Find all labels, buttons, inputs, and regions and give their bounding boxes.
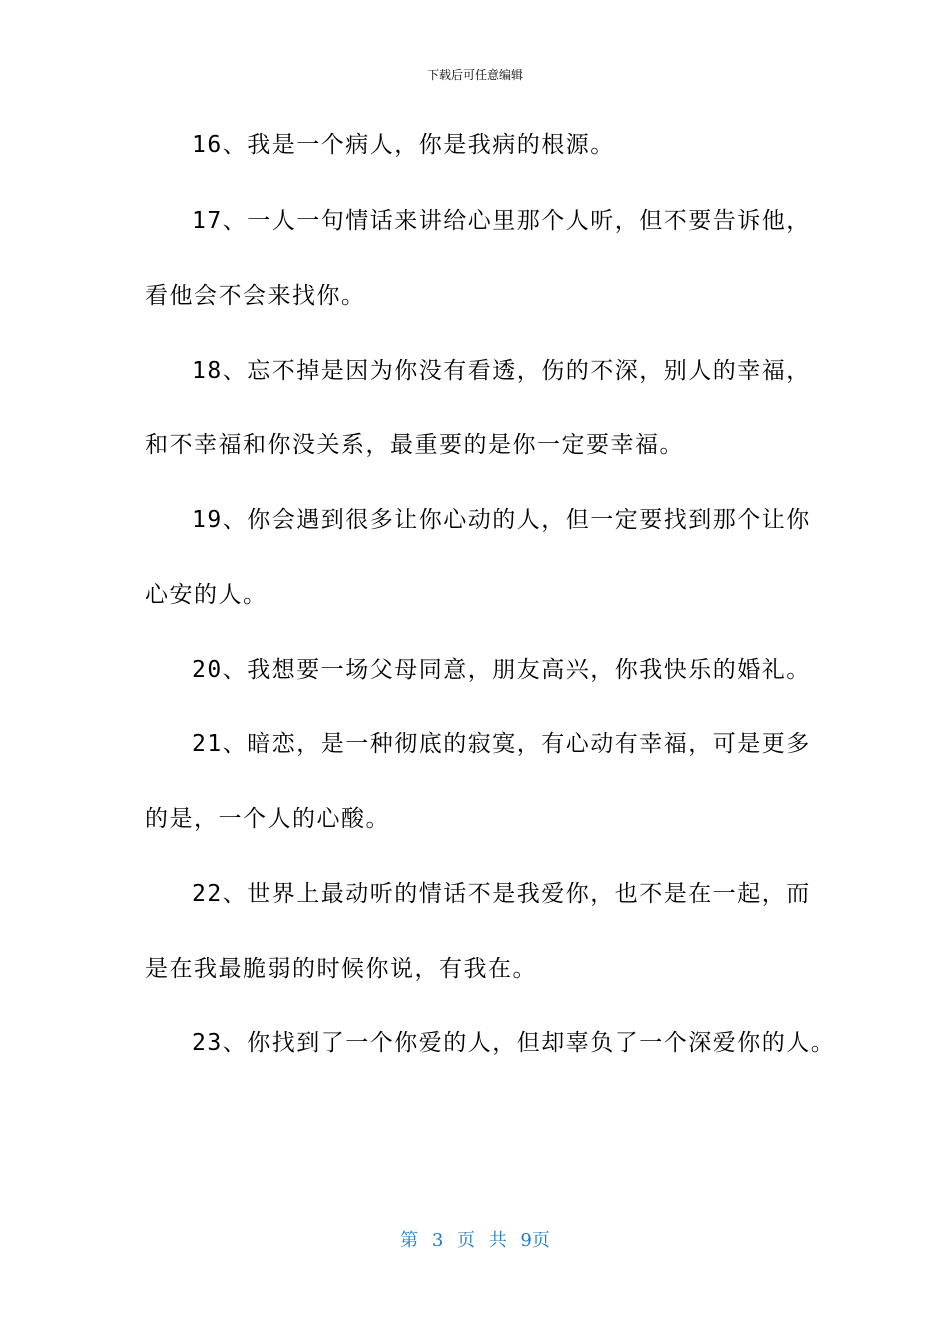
paragraph-20: 20、我想要一场父母同意，朋友高兴，你我快乐的婚礼。 xyxy=(192,657,811,683)
paragraph-18-line-1: 18、忘不掉是因为你没有看透，伤的不深，别人的幸福， xyxy=(192,358,811,384)
paragraph-17-line-1: 17、一人一句情话来讲给心里那个人听，但不要告诉他， xyxy=(192,208,811,234)
paragraph-22-line-1: 22、世界上最动听的情话不是我爱你，也不是在一起，而 xyxy=(192,881,811,907)
paragraph-18-line-2: 和不幸福和你没关系，最重要的是你一定要幸福。 xyxy=(145,432,684,458)
paragraph-21-line-2: 的是，一个人的心酸。 xyxy=(145,806,390,832)
paragraph-19-line-1: 19、你会遇到很多让你心动的人，但一定要找到那个让你 xyxy=(192,507,811,533)
paragraph-23: 23、你找到了一个你爱的人，但却辜负了一个深爱你的人。 xyxy=(192,1030,836,1056)
paragraph-16: 16、我是一个病人，你是我病的根源。 xyxy=(192,132,615,158)
page-header: 下载后可任意编辑 xyxy=(426,68,523,82)
paragraph-21-line-1: 21、暗恋，是一种彻底的寂寞，有心动有幸福，可是更多 xyxy=(192,731,811,757)
paragraph-19-line-2: 心安的人。 xyxy=(145,582,268,608)
paragraph-22-line-2: 是在我最脆弱的时候你说，有我在。 xyxy=(145,956,537,982)
page-footer: 第 3 页 共 9页 xyxy=(400,1230,550,1251)
paragraph-17-line-2: 看他会不会来找你。 xyxy=(145,283,366,309)
